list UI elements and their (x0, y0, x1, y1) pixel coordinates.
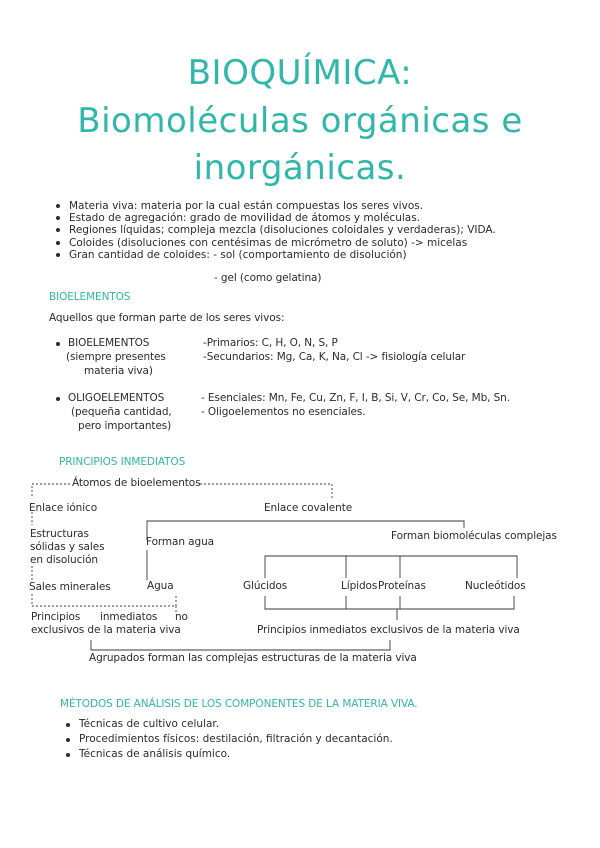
node-glucidos: Glúcidos (243, 580, 288, 592)
node-sales-minerales: Sales minerales (29, 581, 111, 593)
list-item: Técnicas de cultivo celular. (62, 717, 393, 732)
list-item: Procedimientos físicos: destilación, filtración y decantación. (62, 732, 393, 747)
node-no-exclusivos: inmediatos (100, 611, 158, 623)
node-estructuras: sólidas y sales (30, 541, 105, 553)
node-exclusivos: Principios inmediatos exclusivos de la materia viva (257, 624, 520, 636)
node-atomos: Átomos de bioelementos (72, 477, 201, 489)
bioelementos-note: (siempre presentes (66, 351, 166, 363)
list-item: Técnicas de análisis químico. (62, 747, 393, 762)
metodos-list (62, 717, 393, 762)
list-item: Regiones líquidas; compleja mezcla (disoluciones coloidales y verdaderas); VIDA. (52, 224, 496, 236)
node-estructuras: Estructuras (30, 528, 89, 540)
list-item-continuation: - gel (como gelatina) (214, 272, 322, 284)
oligoelementos-note: pero importantes) (78, 420, 172, 432)
oligoelementos-note: (pequeña cantidad, (71, 406, 172, 418)
node-estructuras: en disolución (30, 554, 98, 566)
bioelementos-definition: Aquellos que forman parte de los seres vivos: (49, 312, 285, 324)
bioelementos-note: materia viva) (84, 365, 153, 377)
node-agrupados: Agrupados forman las complejas estructuras de la materia viva (89, 652, 417, 664)
node-forman-agua: Forman agua (146, 536, 214, 548)
list-item: Gran cantidad de coloides: - sol (comportamiento de disolución) (52, 249, 496, 261)
node-lipidos: Lípidos (341, 580, 378, 592)
page-title: BIOQUÍMICA: (187, 53, 413, 93)
oligoelementos-label: OLIGOELEMENTOS (68, 392, 165, 404)
node-enlace-covalente: Enlace covalente (264, 502, 353, 514)
primarios: -Primarios: C, H, O, N, S, P (203, 337, 338, 349)
node-nucleotidos: Nucleótidos (465, 580, 526, 592)
section-heading-principios: PRINCIPIOS INMEDIATOS (59, 456, 186, 468)
page-subtitle-line2: inorgánicas. (193, 148, 407, 188)
list-item: Coloides (disoluciones con centésimas de micrómetro de soluto) -> micelas (52, 237, 496, 249)
node-proteinas: Proteínas (378, 580, 426, 592)
node-no-exclusivos: exclusivos de la materia viva (31, 624, 181, 636)
node-no-exclusivos: Principios (31, 611, 81, 623)
node-enlace-ionico: Enlace iónico (29, 502, 98, 514)
page-subtitle-line1: Biomoléculas orgánicas e (77, 101, 523, 141)
list-item: Estado de agregación: grado de movilidad de átomos y moléculas. (52, 212, 496, 224)
section-heading-metodos: MÉTODOS DE ANÁLISIS DE LOS COMPONENTES DE LA MATERIA VIVA. (60, 698, 418, 710)
esenciales: - Esenciales: Mn, Fe, Cu, Zn, F, I, B, Si, V, Cr, Co, Se, Mb, Sn. (201, 392, 510, 404)
secundarios: -Secundarios: Mg, Ca, K, Na, Cl -> fisiología celular (203, 351, 466, 363)
bioelementos-label: BIOELEMENTOS (68, 337, 150, 349)
no-esenciales: - Oligoelementos no esenciales. (201, 406, 366, 418)
node-agua: Agua (147, 580, 174, 592)
list-item: Materia viva: materia por la cual están compuestas los seres vivos. (52, 200, 496, 212)
section-heading-bioelementos: BIOELEMENTOS (49, 291, 131, 303)
node-no-exclusivos: no (175, 611, 188, 623)
node-forman-biomoleculas: Forman biomoléculas complejas (391, 530, 557, 542)
